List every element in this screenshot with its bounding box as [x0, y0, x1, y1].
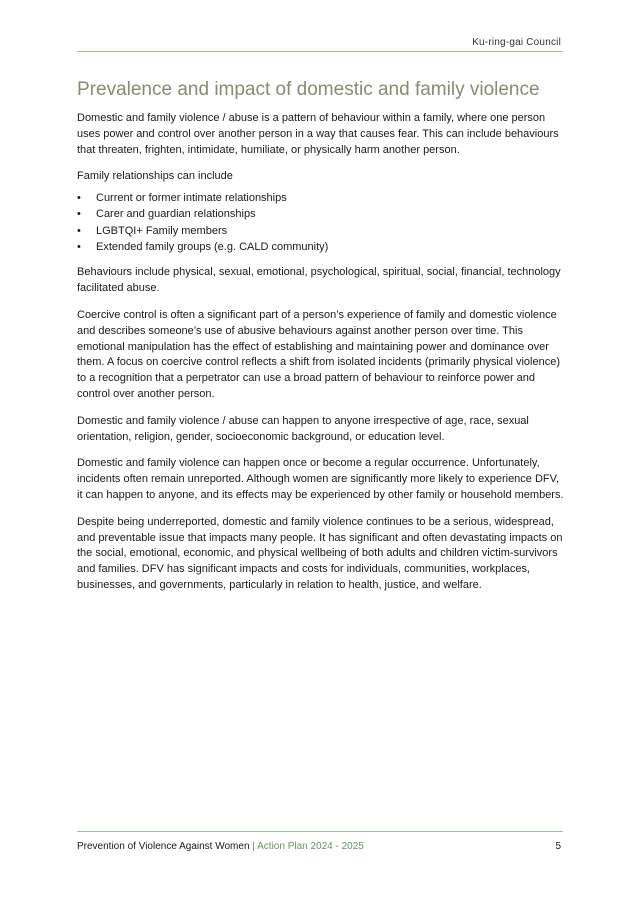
- footer: [77, 840, 561, 854]
- list-intro: Family relationships can include: [77, 170, 233, 183]
- header-organisation: Ku-ring-gai Council: [472, 37, 561, 48]
- list-item: • Current or former intimate relationships: [77, 190, 567, 206]
- occurrence-paragraph: Domestic and family violence can happen once or become a regular occurrence. Unfortunately, incidents often remain unreported. Although women are significantly more likely to experience DFV, it can happen to anyone, and its effects may be experienced by other family or household members.: [77, 457, 564, 501]
- page-number: 5: [555, 841, 561, 852]
- footer-document-title: Prevention of Violence Against Women: [77, 841, 250, 852]
- impacts-paragraph: Despite being underreported, domestic and family violence continues to be a serious, widespread, and preventable issue that impacts many people. It has significant and often devastating impacts on the social, emotional, economic, and physical wellbeing of both adults and children victim-survivors and families. DFV has significant impacts and costs for individuals, communities, workplaces, businesses, and governments, particularly in relation to health, justice, and welfare.: [77, 515, 563, 591]
- footer-divider: [77, 831, 563, 832]
- list-item: • Extended family groups (e.g. CALD community): [77, 239, 567, 255]
- behaviours-paragraph: Behaviours include physical, sexual, emotional, psychological, spiritual, social, financial, technology facilitated abuse.: [77, 266, 561, 295]
- list-item: • LGBTQI+ Family members: [77, 223, 567, 239]
- footer-separator: |: [249, 841, 258, 852]
- footer-plan-title: Action Plan 2024 - 2025: [257, 841, 364, 852]
- list-item: • Carer and guardian relationships: [77, 206, 567, 222]
- page-title: Prevalence and impact of domestic and family violence: [77, 79, 540, 100]
- header-divider: [77, 51, 563, 52]
- intro-paragraph: Domestic and family violence / abuse is a pattern of behaviour within a family, where one person uses power and control over another person in a way that causes fear. This can include behaviours that threaten, frighten, intimidate, humiliate, or physically harm another person.: [77, 112, 559, 156]
- main-content: [77, 78, 567, 605]
- relationship-list: [77, 190, 567, 255]
- anyone-paragraph: Domestic and family violence / abuse can happen to anyone irrespective of age, race, sexual orientation, religion, gender, socioeconomic background, or education level.: [77, 414, 529, 443]
- coercive-control-paragraph: Coercive control is often a significant part of a person’s experience of family and domestic violence and describes someone’s use of abusive behaviours against another person over time. This emotional manipulation has the effect of establishing and maintaining power and dominance over them. A focus on coercive control reflects a shift from isolated incidents (primarily physical violence) to a recognition that a perpetrator can use a broad pattern of behaviour to reinforce power and control over another person.: [77, 308, 560, 400]
